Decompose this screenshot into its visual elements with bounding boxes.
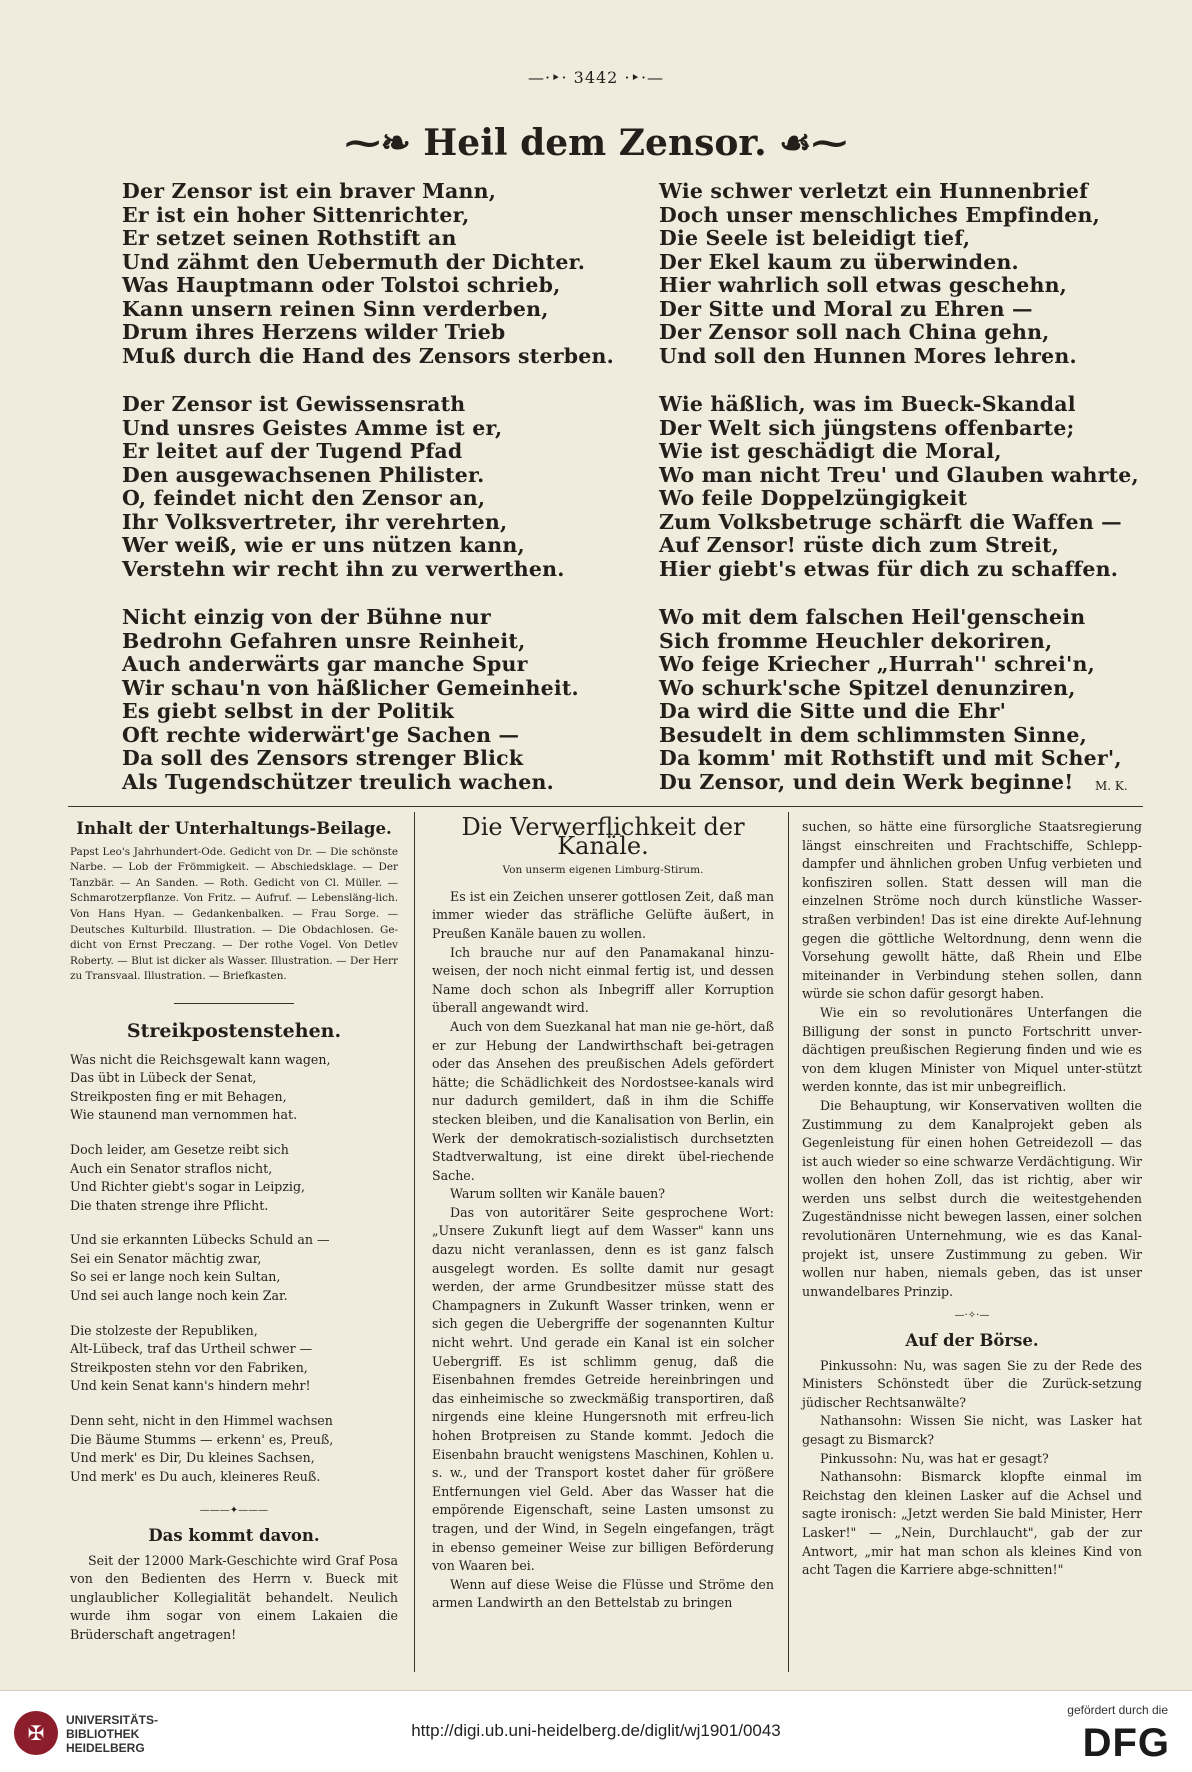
streik-line: Streikposten stehn vor den Fabriken, — [70, 1359, 308, 1375]
poem-line: Hier wahrlich soll etwas geschehn, — [659, 273, 1068, 297]
kommt-text: Seit der 12000 Mark-Geschichte wird Graf Posa von den Bedienten des Herrn v. Bueck mit unglaublicher Kollegialität behandelt. Neulich wurde ihm sogar von einem Lakaien die Brüderschaft angetragen! — [70, 1552, 398, 1642]
streik-line: So sei er lange noch kein Sultan, — [70, 1269, 281, 1285]
streik-line: Die Bäume Stumms — erkenn' es, Preuß, — [70, 1431, 334, 1447]
poem-line: Da soll des Zensors strenger Blick — [122, 746, 524, 770]
col3-paragraph: suchen, so hätte eine fürsorgliche Staatsregierung längst einschreiten und Frachtschiffe, Schlepp-dampfer und ähnlichen groben Unfug verbieten und konfisziren sollen. Statt dessen will man die einzelnen Ströme noch durch künstliche Wasser-straßen verbinden! Das ist eine direkte Auf-lehnung gegen die göttliche Weltordnung, denn wenn die Vorsehung gewollt hätte, daß Rhein und Elbe miteinander in Verbindung stehen sollen, dann würde sie schon dafür gesorgt haben. — [802, 819, 1142, 1002]
kanaele-paragraph: Ich brauche nur auf den Panamakanal hinzu-weisen, der noch nicht einmal fertig ist, und dessen Name doch schon als Inbegriff aller Korruption überall angewandt wird. — [432, 944, 774, 1016]
kanaele-subtitle: Von unserm eigenen Limburg-Stirum. — [502, 864, 704, 877]
ornament-divider: —·✧·— — [954, 1310, 990, 1322]
poem-left-column — [122, 180, 642, 819]
column-3 — [802, 818, 1142, 1580]
inhalt-title: Inhalt der Unterhaltungs-Beilage. — [76, 819, 392, 838]
kommt-title: Das kommt davon. — [148, 1526, 320, 1545]
streik-line: Und kein Senat kann's hindern mehr! — [70, 1378, 311, 1394]
kanaele-paragraph: Es ist ein Zeichen unserer gottlosen Zeit, daß man immer wieder das sträfliche Gelüfte äußert, in Preußen Kanäle bauen zu wollen. — [432, 888, 774, 941]
university-name: UNIVERSITÄTS- BIBLIOTHEK HEIDELBERG — [66, 1713, 159, 1755]
university-seal-icon: ✠ — [14, 1711, 58, 1755]
poem-line: Der Welt sich jüngstens offenbarte; — [659, 415, 1075, 440]
streik-line: Alt-Lübeck, traf das Urtheil schwer — — [70, 1341, 313, 1357]
streik-line: Und Richter giebt's sogar in Leipzig, — [70, 1179, 306, 1195]
poem-line: Auf Zensor! rüste dich zum Streit, — [659, 533, 1060, 557]
streik-stanza — [70, 1231, 398, 1305]
poem-stanza — [659, 393, 1179, 581]
poem-line: Auch anderwärts gar manche Spur — [122, 652, 528, 676]
boerse-line: Nathansohn: Bismarck klopfte einmal im Reichstag den kleinen Lasker auf die Achsel und sagte ironisch: „Jetzt werden Sie bald Minister, Herr Lasker!" — „Nein, Durchlaucht", gab der zur Antwort, „mir hat man schon als kleines Kind von acht Tagen die Karriere abge-schnitten!" — [802, 1469, 1142, 1578]
poem-line: Er leitet auf der Tugend Pfad — [122, 439, 463, 463]
poem-line: Und zähmt den Uebermuth der Dichter. — [122, 249, 586, 274]
boerse-line: Pinkussohn: Nu, was hat er gesagt? — [820, 1450, 1049, 1466]
poem-stanza — [122, 180, 642, 368]
poem-line: Als Tugendschützer treulich wachen. — [122, 769, 554, 794]
poem-line: Muß durch die Hand des Zensors sterben. — [122, 343, 614, 368]
kanaele-paragraph: Das von autoritärer Seite gesprochene Wort: „Unsere Zukunft liegt auf dem Wasser" kann uns dazu nicht veranlassen, denn es ist ganz falsch ausgelegt worden. Es sollte damit nur gesagt werden, der arme Grundbesitzer müsse statt des Champagners in Zukunft Wasser trinken, wenn er sich gegen die Uebergriffe der sogenannten Kultur nicht wehrt. Und gerade ein Kanal ist ein solcher Uebergriff. Es ist schlimm genug, daß die Eisenbahnen fremdes Getreide hereinbringen und das einheimische so zweckmäßig transportiren, daß nirgends eine kleine Hungersnoth mit erfreu-lich hohen Brotpreisen zu Stande kommt. Jedoch die Eisenbahn braucht wenigstens Maschinen, Kohlen u. s. w., und der Transport kostet daher für größere Entfernungen viel Geld. Aber das Wasser hat die empörende Eigenschaft, seine Lasten umsonst zu tragen, und der Wind, in Segeln eingefangen, trägt in ebenso gemeiner Weise zur billigen Beförderung von Waaren bei. — [432, 1204, 774, 1574]
column-2 — [432, 813, 774, 1613]
boerse-line: Pinkussohn: Nu, was sagen Sie zu der Rede des Ministers Schönstedt über die Zurück-setzung jüdischer Rechtsanwälte? — [802, 1357, 1142, 1410]
poem-line: Hier giebt's etwas für dich zu schaffen. — [659, 556, 1119, 581]
inhalt-text: Papst Leo's Jahrhundert-Ode. Gedicht von Dr. — Die schönste Narbe. — Lob der Frömmigkeit. — Abschiedsklage. — Der Tanzbär. — An Sanden. — Roth. Gedicht von Cl. Müller. — Schmarotzerpflanze. Von Fritz. — Aufruf. — Lebensläng-lich. Von Hans Hyan. — Gedankenbalken. — Frau Sorge. — Deutsches Kulturbild. Illustration. — Die Obdachlosen. Ge-dicht von Ernst Preczang. — Der rothe Vogel. Von Detlev Roberty. — Blut ist dicker als Wasser. Illustration. — Der Herr zu Transvaal. Illustration. — Briefkasten. — [70, 845, 398, 983]
poem-line: Der Zensor ist Gewissensrath — [122, 392, 466, 416]
kanaele-continued — [802, 818, 1142, 1301]
streik-stanza — [70, 1322, 398, 1396]
poem-stanza — [122, 393, 642, 581]
streik-line: Und sie erkannten Lübecks Schuld an — — [70, 1232, 330, 1248]
poem-line: Wie häßlich, was im Bueck-Skandal — [659, 392, 1076, 416]
poem-line: Da wird die Sitte und die Ehr' — [659, 699, 1007, 723]
streik-line: Auch ein Senator straflos nicht, — [70, 1160, 273, 1176]
funded-by-label: gefördert durch die — [1067, 1703, 1168, 1717]
streik-stanza — [70, 1141, 398, 1215]
streik-line: Denn seht, nicht in den Himmel wachsen — [70, 1413, 333, 1429]
poem-line: Da komm' mit Rothstift und mit Scher', — [659, 746, 1122, 770]
streik-stanza — [70, 1412, 398, 1486]
poem-line: Kann unsern reinen Sinn verderben, — [122, 296, 549, 321]
poem-line: Sich fromme Heuchler dekoriren, — [659, 628, 1053, 653]
poem-line: Und unsres Geistes Amme ist er, — [122, 415, 503, 440]
boerse-line: Nathansohn: Wissen Sie nicht, was Lasker hat gesagt zu Bismarck? — [802, 1413, 1142, 1447]
poem-line: Wo schurk'sche Spitzel denunziren, — [659, 675, 1076, 700]
boerse-dialogue — [802, 1357, 1142, 1580]
streik-title: Streikpostenstehen. — [126, 1019, 342, 1042]
poem-line: Wie ist geschädigt die Moral, — [659, 439, 1002, 463]
poem-stanza — [659, 606, 1179, 794]
streik-line: Sei ein Senator mächtig zwar, — [70, 1250, 262, 1266]
source-url[interactable]: http://digi.ub.uni-heidelberg.de/diglit/wj1901/0043 — [411, 1721, 781, 1740]
poem-line: Wo man nicht Treu' und Glauben wahrte, — [659, 462, 1139, 487]
dfg-logo[interactable]: DFG — [1082, 1721, 1170, 1765]
poem-line: Es giebt selbst in der Politik — [122, 699, 454, 723]
poem-signature: M. K. — [1095, 779, 1128, 793]
poem-line: Verstehn wir recht ihn zu verwerthen. — [122, 556, 565, 581]
streik-line: Streikposten fing er mit Behagen, — [70, 1088, 287, 1104]
poem-right-column — [659, 180, 1179, 819]
streik-line: Die stolzeste der Republiken, — [70, 1322, 258, 1338]
page-number: —·‣· 3442 ·‣·— — [527, 68, 665, 87]
poem-line: Der Zensor ist ein braver Mann, — [122, 179, 497, 203]
poem-stanza — [122, 606, 642, 794]
poem-line: Was Hauptmann oder Tolstoi schrieb, — [122, 273, 561, 297]
col3-paragraph: Wie ein so revolutionäres Unterfangen die Billigung der sonst in puncto Fortschritt unver-dächtigen preußischen Regierung finden und wie es von dem klugen Minister von Miquel unter-stützt werden konnte, das ist mir unbegreiflich. — [802, 1004, 1142, 1095]
poem-line: Der Sitte und Moral zu Ehren — — [659, 296, 1033, 321]
poem-line: Wo mit dem falschen Heil'genschein — [659, 605, 1086, 629]
section-divider — [68, 806, 1143, 807]
streik-stanza — [70, 1051, 398, 1125]
kanaele-body — [432, 888, 774, 1613]
poem-line: Er ist ein hoher Sittenrichter, — [122, 202, 470, 227]
streik-line: Und merk' es Dir, Du kleines Sachsen, — [70, 1450, 315, 1466]
streik-line: Doch leider, am Gesetze reibt sich — [70, 1141, 289, 1157]
poem-line: O, feindet nicht den Zensor an, — [122, 486, 486, 510]
col3-paragraph: Die Behauptung, wir Konservativen wollten die Zustimmung zu dem Kanalprojekt geben als Gegenleistung für einen hohen Getreidezoll — das ist auch wieder so eine schwarze Verdächtigung. Wir wollen den hohen Zoll, das ist richtig, aber wir werden uns selbst durch die weitestgehenden Zugeständnisse nicht bewegen lassen, einer solchen revolutionären Unternehmung, wie es das Kanal-projekt ist, unsere Zustimmung zu geben. Wir wollen nur haben, niemals geben, das ist unser unwandelbares Prinzip. — [802, 1097, 1142, 1299]
column-1 — [70, 818, 398, 1645]
ornament-divider: ———✦——— — [199, 1505, 269, 1517]
kanaele-title: Die Verwerflichkeit der Kanäle. — [461, 813, 745, 860]
poem-line: Wo feile Doppelzüngigkeit — [659, 486, 968, 510]
poem-line: Wo feige Kriecher „Hurrah'' schrei'n, — [659, 652, 1095, 676]
poem-line: Wir schau'n von häßlicher Gemeinheit. — [122, 675, 579, 700]
poem-line: Doch unser menschliches Empfinden, — [659, 202, 1100, 227]
divider — [174, 1003, 294, 1004]
streik-line: Was nicht die Reichsgewalt kann wagen, — [70, 1051, 331, 1067]
streik-poem — [70, 1051, 398, 1487]
poem-line: Zum Volksbetruge schärft die Waffen — — [659, 509, 1122, 534]
column-divider — [788, 812, 789, 1672]
poem-line: Wer weiß, wie er uns nützen kann, — [122, 533, 525, 557]
kanaele-paragraph: Wenn auf diese Weise die Flüsse und Ströme den armen Landwirth an den Bettelstab zu bringen — [432, 1576, 774, 1611]
poem-stanza — [659, 180, 1179, 368]
poem-line: Nicht einzig von der Bühne nur — [122, 605, 491, 629]
poem-line: Er setzet seinen Rothstift an — [122, 226, 457, 250]
poem-line: Der Ekel kaum zu überwinden. — [659, 249, 1019, 274]
poem-line: Den ausgewachsenen Philister. — [122, 462, 485, 487]
kanaele-paragraph: Warum sollten wir Kanäle bauen? — [450, 1186, 666, 1202]
boerse-title: Auf der Börse. — [905, 1331, 1039, 1351]
column-divider — [414, 812, 415, 1672]
poem-line: Bedrohn Gefahren unsre Reinheit, — [122, 628, 526, 653]
poem-line: Und soll den Hunnen Mores lehren. — [659, 343, 1077, 368]
poem-line: Oft rechte widerwärt'ge Sachen — — [122, 722, 520, 747]
poem-line: Drum ihres Herzens wilder Trieb — [122, 320, 506, 344]
poem-line: Ihr Volksvertreter, ihr verehrten, — [122, 509, 508, 534]
poem-line: Wie schwer verletzt ein Hunnenbrief — [659, 179, 1089, 203]
streik-line: Wie staunend man vernommen hat. — [70, 1107, 298, 1123]
poem-title: ⁓❧ Heil dem Zensor. ☙⁓ — [344, 122, 848, 164]
streik-line: Und sei auch lange noch kein Zar. — [70, 1288, 288, 1304]
streik-line: Und merk' es Du auch, kleineres Reuß. — [70, 1468, 321, 1484]
streik-line: Die thaten strenge ihre Pflicht. — [70, 1197, 269, 1213]
footer-bar — [0, 1690, 1192, 1772]
streik-line: Das übt in Lübeck der Senat, — [70, 1070, 257, 1086]
poem-line: Die Seele ist beleidigt tief, — [659, 226, 971, 250]
poem-line: Du Zensor, und dein Werk beginne! — [659, 769, 1074, 794]
kanaele-paragraph: Auch von dem Suezkanal hat man nie ge-hört, daß er zur Hebung der Landwirthschaft bei-getragen oder das Ansehen des preußischen Adels gefördert hätte; die Schädlichkeit des Nordostsee-kanals wird nur dadurch gemildert, daß in ihm die Schiffe stecken bleiben, und die Kanalisation von Berlin, ein Werk der demokratisch-sozialistisch durchsetzten Stadtverwaltung, ist eine direkt übel-riechende Sache. — [432, 1018, 774, 1183]
poem-line: Besudelt in dem schlimmsten Sinne, — [659, 722, 1087, 747]
poem-line: Der Zensor soll nach China gehn, — [659, 320, 1050, 344]
